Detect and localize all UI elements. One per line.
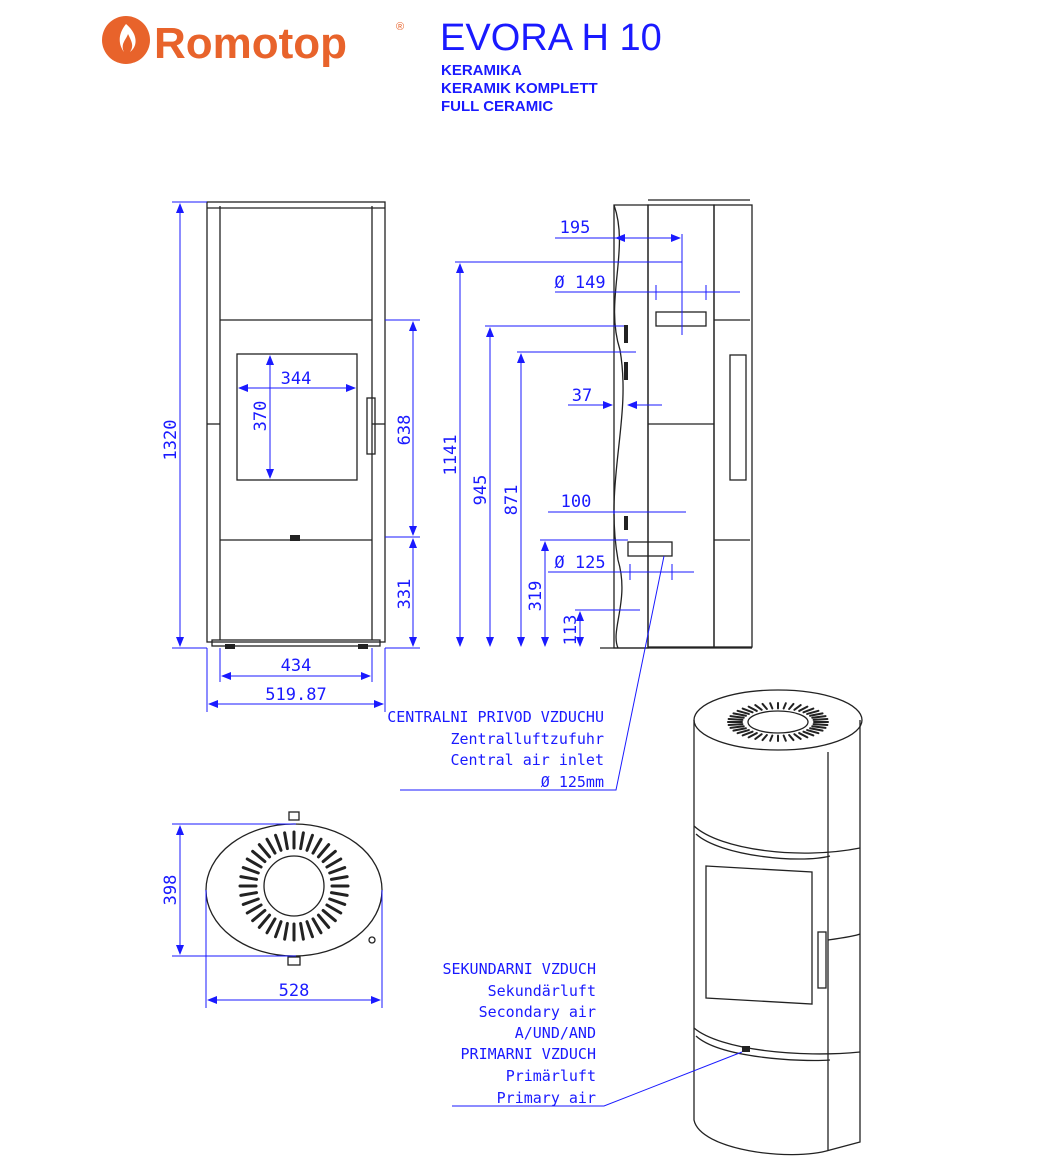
air-slot: [770, 736, 772, 741]
top-flue-ring: [264, 856, 324, 916]
air-slot: [784, 736, 786, 741]
air-slot: [323, 851, 335, 861]
dim-base-height: 113: [561, 614, 581, 646]
dim-height-bottom-section: 331: [395, 578, 415, 610]
air-slot: [331, 893, 347, 896]
air-slot: [243, 868, 258, 873]
air-slot: [276, 922, 281, 937]
dim-flue-offset: 195: [559, 218, 591, 238]
top-view: [161, 812, 382, 1008]
air-slot: [327, 859, 341, 867]
air-slot: [729, 719, 743, 720]
side-body: [648, 205, 714, 647]
air-slot: [253, 851, 265, 861]
air-slot: [730, 726, 743, 728]
stove-3d-air-slots: [728, 703, 828, 741]
dim-window-width: 344: [280, 369, 312, 389]
variant-label-2: KERAMIK KOMPLETT: [441, 80, 598, 97]
air-slot: [285, 923, 288, 939]
variant-label-1: KERAMIKA: [441, 62, 522, 79]
air-slot: [330, 868, 345, 873]
svg-text:SEKUNDARNI VZDUCH: SEKUNDARNI VZDUCH: [442, 960, 596, 978]
air-slot: [241, 877, 257, 880]
dim-secondary-height: 945: [471, 474, 491, 506]
air-slot: [733, 713, 745, 715]
brand-registered-mark: ®: [396, 21, 405, 33]
top-air-slots: [240, 832, 348, 940]
air-slot: [301, 833, 304, 849]
air-slot: [247, 859, 261, 867]
brand-logo: [102, 16, 404, 68]
air-slot: [253, 910, 265, 920]
air-slot: [794, 734, 800, 739]
air-slot: [301, 923, 304, 939]
svg-text:Sekundärluft: Sekundärluft: [487, 982, 596, 1000]
svg-text:Zentralluftzufuhr: Zentralluftzufuhr: [450, 730, 604, 748]
dim-outer-width: 519.87: [265, 685, 327, 705]
air-slot: [330, 899, 345, 904]
dim-window-height: 370: [251, 400, 271, 432]
svg-text:Central air inlet: Central air inlet: [450, 751, 604, 769]
brand-name: Romotop: [154, 19, 348, 68]
air-slot: [763, 704, 767, 709]
dim-top-depth: 398: [161, 874, 181, 906]
air-slot: [307, 922, 312, 937]
dim-flue-height: 1141: [441, 434, 461, 476]
air-slot: [323, 910, 335, 920]
air-slot: [318, 915, 328, 927]
air-slot: [313, 919, 321, 933]
air-slot: [247, 905, 261, 913]
dim-flue-diameter: Ø 149: [554, 273, 606, 293]
variant-label-3: FULL CERAMIC: [441, 98, 554, 115]
air-slot: [784, 703, 786, 708]
air-slot: [763, 735, 767, 740]
air-slot: [812, 726, 825, 728]
dim-height-total: 1320: [161, 419, 181, 461]
front-body-outline: [207, 202, 385, 642]
svg-text:PRIMARNI VZDUCH: PRIMARNI VZDUCH: [460, 1045, 596, 1063]
air-slot: [243, 899, 258, 904]
air-slot: [814, 724, 828, 725]
svg-text:Ø 125mm: Ø 125mm: [540, 773, 604, 791]
front-view: [161, 202, 420, 712]
air-slot: [789, 704, 793, 709]
secondary-primary-note: [442, 960, 596, 1107]
air-slot: [318, 845, 328, 857]
air-slot: [241, 893, 257, 896]
air-slot: [810, 728, 822, 730]
flue-outlet: [656, 312, 706, 326]
central-air-note: [387, 708, 604, 791]
air-slot: [331, 877, 347, 880]
air-slot: [810, 713, 822, 715]
dim-inner-width: 434: [280, 656, 312, 676]
dim-inlet-diameter: Ø 125: [554, 553, 606, 573]
air-slot: [755, 734, 761, 739]
flame-icon: [102, 16, 150, 64]
air-slot: [789, 735, 793, 740]
air-inlet: [628, 542, 672, 556]
air-slot: [770, 703, 772, 708]
side-front-panel: [614, 205, 648, 648]
air-slot: [313, 839, 321, 853]
air-slot: [259, 915, 269, 927]
side-view: [441, 200, 752, 648]
dim-height-top-section: 638: [395, 414, 415, 446]
svg-text:Primärluft: Primärluft: [505, 1067, 596, 1085]
air-slot: [755, 705, 761, 710]
air-slot: [814, 719, 828, 720]
stove-3d-view: [694, 690, 862, 1155]
air-slot: [276, 835, 281, 850]
dim-secondary-height-2: 871: [502, 484, 522, 516]
stove-3d-handle: [818, 932, 826, 988]
svg-text:Secondary air: Secondary air: [478, 1003, 596, 1021]
air-slot: [812, 716, 825, 718]
air-slot: [733, 728, 745, 730]
dim-inlet-height: 319: [526, 580, 546, 612]
dim-secondary-offset: 37: [571, 386, 593, 406]
model-title: EVORA H 10: [440, 17, 662, 59]
air-slot: [267, 839, 275, 853]
stove-3d-window: [706, 866, 812, 1004]
air-slot: [794, 705, 800, 710]
air-slot: [267, 919, 275, 933]
svg-text:Primary air: Primary air: [496, 1089, 596, 1107]
air-slot: [307, 835, 312, 850]
dim-top-width: 528: [278, 981, 310, 1001]
svg-text:A/UND/AND: A/UND/AND: [514, 1024, 596, 1042]
air-slot: [730, 716, 743, 718]
air-slot: [729, 724, 743, 725]
air-slot: [327, 905, 341, 913]
air-slot: [259, 845, 269, 857]
air-slot: [285, 833, 288, 849]
dim-inlet-offset: 100: [560, 492, 592, 512]
svg-text:CENTRALNI PRIVOD VZDUCHU: CENTRALNI PRIVOD VZDUCHU: [387, 708, 604, 726]
door-handle: [367, 398, 375, 454]
